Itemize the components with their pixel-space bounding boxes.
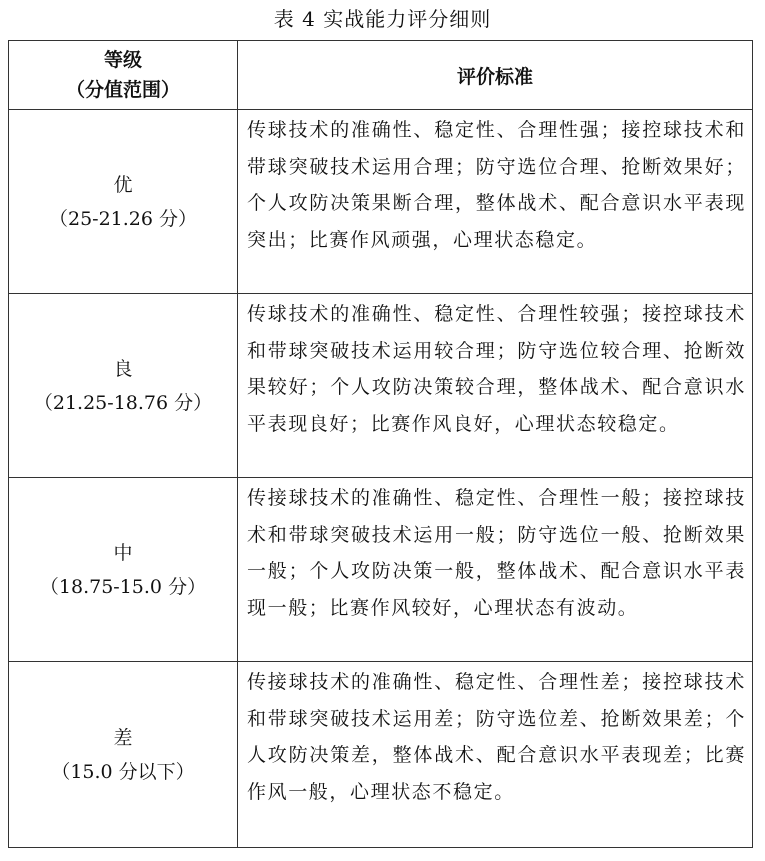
table-row — [9, 110, 753, 294]
grade-column-header — [9, 41, 238, 110]
grade-name: 良 — [113, 357, 133, 380]
table-row — [9, 294, 753, 478]
score-range-header-label: （分值范围） — [65, 79, 180, 101]
table-caption: 表 4 实战能力评分细则 — [273, 7, 492, 31]
grade-name: 中 — [113, 541, 133, 564]
table-row — [9, 478, 753, 662]
grade-cell — [9, 110, 238, 294]
criteria-column-header: 评价标准 — [238, 41, 753, 110]
score-range: （18.75-15.0 分） — [39, 575, 207, 598]
score-range: （15.0 分以下） — [51, 760, 195, 783]
grade-cell — [9, 294, 238, 478]
criteria-text: 传球技术的准确性、稳定性、合理性强；接控球技术和带球突破技术运用合理；防守选位合理、抢断效果好；个人攻防决策果断合理，整体战术、配合意识水平表现突出；比赛作风顽强，心理状态稳定。 — [238, 110, 753, 294]
score-range: （21.25-18.76 分） — [33, 391, 213, 414]
grade-cell — [9, 662, 238, 848]
criteria-text: 传球技术的准确性、稳定性、合理性较强；接控球技术和带球突破技术运用较合理；防守选位较合理、抢断效果较好；个人攻防决策较合理，整体战术、配合意识水平表现良好；比赛作风良好，心理状态较稳定。 — [238, 294, 753, 478]
grade-header-label: 等级 — [103, 49, 142, 71]
table-header-row — [9, 41, 753, 110]
criteria-text: 传接球技术的准确性、稳定性、合理性差；接控球技术和带球突破技术运用差；防守选位差、抢断效果差；个人攻防决策差，整体战术、配合意识水平表现差；比赛作风一般，心理状态不稳定。 — [238, 662, 753, 848]
grade-cell — [9, 478, 238, 662]
grade-name: 优 — [113, 173, 133, 196]
score-range: （25-21.26 分） — [48, 207, 198, 230]
table-row — [9, 662, 753, 848]
scoring-rubric-table — [8, 40, 753, 848]
criteria-text: 传接球技术的准确性、稳定性、合理性一般；接控球技术和带球突破技术运用一般；防守选位一般、抢断效果一般；个人攻防决策一般，整体战术、配合意识水平表现一般；比赛作风较好，心理状态有波动。 — [238, 478, 753, 662]
grade-name: 差 — [113, 726, 133, 749]
